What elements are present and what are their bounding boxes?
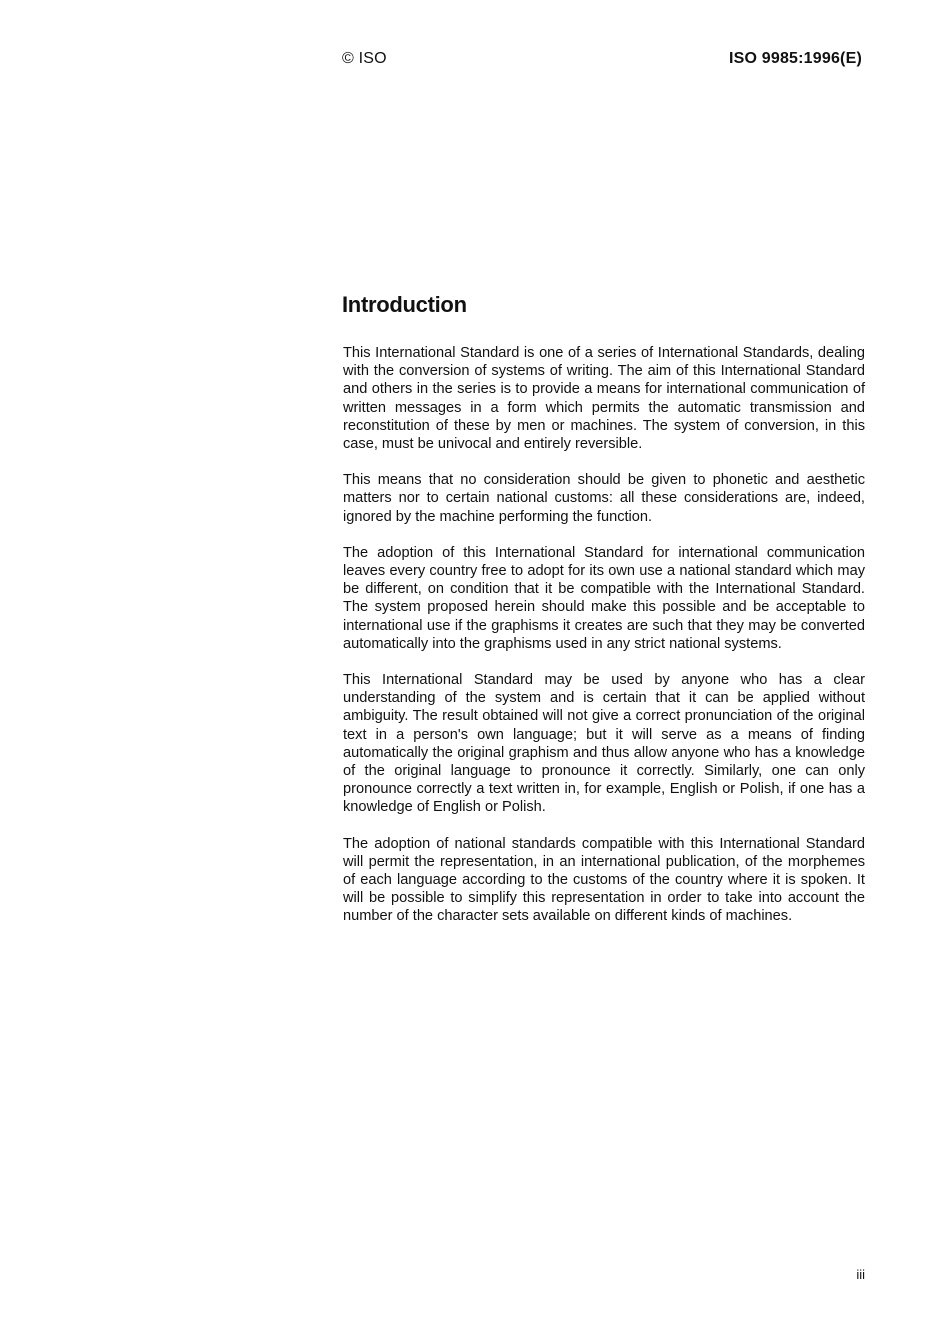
paragraph-5: The adoption of national standards compatible with this International Standard will permit the representation, in an international publication, of the morphemes of each language according to the customs of the country where it is spoken. It will be possible to simplify this representation in order to take into account the number of the character sets available on different kinds of machines. <box>343 835 865 925</box>
paragraph-2: This means that no consideration should be given to phonetic and aesthetic matters nor to certain national customs: all these considerations are, indeed, ignored by the machine performing the function. <box>343 472 865 525</box>
header-document-id: ISO 9985:1996(E) <box>728 50 862 67</box>
paragraph-4: This International Standard may be used by anyone who has a clear understanding of the system and is certain that it can be applied without ambiguity. The result obtained will not give a correct pronunciation of the original text in a person's own language; but it will serve as a means of finding automatically the original graphism and thus allow anyone who has a knowledge of the original language to pronounce it correctly. Similarly, one can only pronounce correctly a text written in, for example, English or Polish, if one has a knowledge of English or Polish. <box>343 672 865 816</box>
header-copyright: © ISO <box>342 50 387 67</box>
paragraph-1: This International Standard is one of a series of International Standards, dealing with the conversion of systems of writing. The aim of this International Standard and others in the series is to provide a means for international communication of written messages in a form which permits the automatic transmission and reconstitution of these by men or machines. The system of conversion, in this case, must be univocal and entirely reversible. <box>343 345 865 453</box>
introduction-body <box>343 344 865 944</box>
page-number: iii <box>856 1267 865 1282</box>
section-title: Introduction <box>342 292 467 317</box>
paragraph-3: The adoption of this International Standard for international communication leaves every country free to adopt for its own use a national standard which may be different, on condition that it be compatible with the International Standard. The system proposed herein should make this possible and be acceptable to international use if the graphisms it creates are such that they may be converted automatically into the graphisms used in any strict national systems. <box>343 544 865 652</box>
